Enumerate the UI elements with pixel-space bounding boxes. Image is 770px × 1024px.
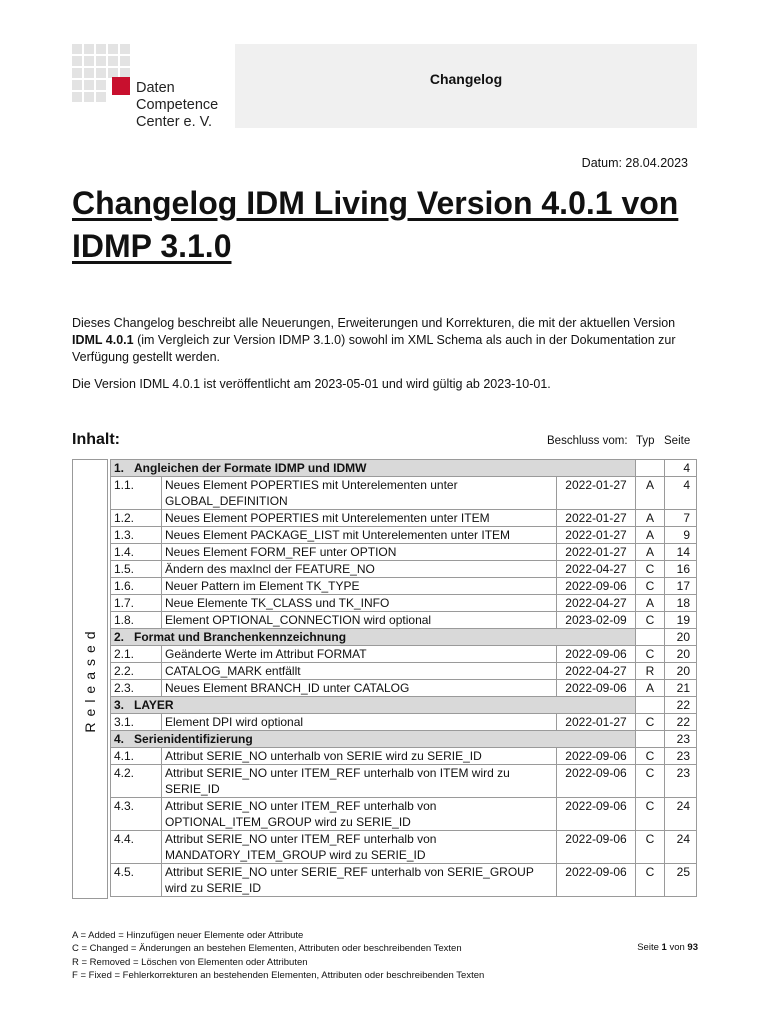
logo-grid-cell	[96, 92, 106, 102]
toc-entry-date: 2023-02-09	[557, 612, 636, 629]
toc-entry-number: 1.1.	[111, 477, 162, 510]
toc-entry-title: Neuer Pattern im Element TK_TYPE	[162, 578, 557, 595]
toc-page: 24	[665, 798, 697, 831]
toc-entry-date: 2022-04-27	[557, 663, 636, 680]
logo-grid-cell	[72, 92, 82, 102]
toc-page: 16	[665, 561, 697, 578]
toc-page: 4	[665, 477, 697, 510]
toc-entry-number: 4.1.	[111, 748, 162, 765]
logo-grid-cell	[120, 56, 130, 66]
toc-entry-number: 2.2.	[111, 663, 162, 680]
toc-entry-number: 3.1.	[111, 714, 162, 731]
toc-page: 21	[665, 680, 697, 697]
logo-grid-cell	[96, 44, 106, 54]
logo-grid-cell	[72, 56, 82, 66]
logo-grid-cell	[84, 56, 94, 66]
toc-entry-title: Neue Elemente TK_CLASS und TK_INFO	[162, 595, 557, 612]
toc-table	[110, 459, 697, 897]
toc-entry-number: 4.5.	[111, 864, 162, 897]
toc-entry-date: 2022-09-06	[557, 864, 636, 897]
toc-entry-date: 2022-09-06	[557, 578, 636, 595]
toc-page: 23	[665, 765, 697, 798]
toc-entry-title: Neues Element POPERTIES mit Unterelementen unter GLOBAL_DEFINITION	[162, 477, 557, 510]
page-sep: von	[666, 942, 688, 953]
toc-entry-row[interactable]	[111, 748, 697, 765]
toc-entry-number: 4.4.	[111, 831, 162, 864]
toc-entry-row[interactable]	[111, 765, 697, 798]
toc-entry-date: 2022-04-27	[557, 595, 636, 612]
toc-entry-title: Attribut SERIE_NO unter ITEM_REF unterhalb von MANDATORY_ITEM_GROUP wird zu SERIE_ID	[162, 831, 557, 864]
toc-col-page: Seite	[664, 435, 691, 447]
logo-grid-cell	[84, 44, 94, 54]
logo-grid-cell	[96, 68, 106, 78]
toc-page: 19	[665, 612, 697, 629]
logo-line-1: Daten	[136, 80, 175, 96]
toc-entry-type: C	[636, 646, 665, 663]
toc-entry-row[interactable]	[111, 561, 697, 578]
toc-entry-number: 1.6.	[111, 578, 162, 595]
toc-entry-date: 2022-01-27	[557, 510, 636, 527]
toc-entry-row[interactable]	[111, 544, 697, 561]
toc-entry-date: 2022-09-06	[557, 831, 636, 864]
page-total: 93	[687, 942, 698, 953]
logo-red-square	[112, 77, 130, 95]
toc-page: 25	[665, 864, 697, 897]
toc-entry-type: C	[636, 578, 665, 595]
toc-entry-title: Attribut SERIE_NO unter ITEM_REF unterhalb von OPTIONAL_ITEM_GROUP wird zu SERIE_ID	[162, 798, 557, 831]
logo-grid-cell	[96, 80, 106, 90]
toc-entry-date: 2022-01-27	[557, 477, 636, 510]
toc-entry-number: 4.2.	[111, 765, 162, 798]
toc-entry-date: 2022-09-06	[557, 765, 636, 798]
document-date: Datum: 28.04.2023	[581, 156, 688, 170]
toc-page: 22	[665, 714, 697, 731]
logo-grid-cell	[84, 80, 94, 90]
toc-entry-date: 2022-09-06	[557, 680, 636, 697]
toc-entry-row[interactable]	[111, 714, 697, 731]
toc-entry-type: A	[636, 477, 665, 510]
logo-grid-cell	[84, 92, 94, 102]
toc-entry-title: Neues Element BRANCH_ID unter CATALOG	[162, 680, 557, 697]
toc-section-title: 2. Format und Branchenkennzeichnung	[111, 629, 636, 646]
toc-entry-type: C	[636, 561, 665, 578]
toc-section-row[interactable]	[111, 460, 697, 477]
toc-type-cell	[636, 731, 665, 748]
document-title: Changelog IDM Living Version 4.0.1 von IDMP 3.1.0	[72, 185, 679, 264]
toc-entry-date: 2022-04-27	[557, 561, 636, 578]
logo-text	[136, 80, 218, 131]
toc-entry-title: CATALOG_MARK entfällt	[162, 663, 557, 680]
logo-grid-cell	[120, 44, 130, 54]
toc-page: 9	[665, 527, 697, 544]
toc-entry-type: C	[636, 864, 665, 897]
toc-entry-date: 2022-09-06	[557, 798, 636, 831]
toc-entry-title: Neues Element POPERTIES mit Unterelementen unter ITEM	[162, 510, 557, 527]
toc-entry-number: 1.7.	[111, 595, 162, 612]
toc-page: 14	[665, 544, 697, 561]
status-label: Released	[82, 625, 98, 733]
company-logo	[72, 44, 232, 132]
toc-entry-date: 2022-01-27	[557, 714, 636, 731]
toc-entry-title: Ändern des maxIncl der FEATURE_NO	[162, 561, 557, 578]
logo-grid-cell	[72, 68, 82, 78]
toc-entry-type: A	[636, 544, 665, 561]
toc-col-date: Beschluss vom:	[547, 435, 628, 447]
toc-entry-title: Geänderte Werte im Attribut FORMAT	[162, 646, 557, 663]
type-legend	[72, 929, 484, 983]
toc-entry-number: 1.8.	[111, 612, 162, 629]
toc-heading: Inhalt:	[72, 431, 120, 448]
toc-entry-row[interactable]	[111, 798, 697, 831]
toc-entry-number: 1.5.	[111, 561, 162, 578]
release-paragraph: Die Version IDML 4.0.1 ist veröffentlicht am 2023-05-01 und wird gültig ab 2023-10-01.	[72, 377, 551, 391]
toc-page: 20	[665, 663, 697, 680]
intro-paragraph	[72, 315, 682, 366]
logo-line-2: Competence	[136, 97, 219, 113]
toc-entry-title: Attribut SERIE_NO unter SERIE_REF unterhalb von SERIE_GROUP wird zu SERIE_ID	[162, 864, 557, 897]
toc-page: 23	[665, 731, 697, 748]
logo-line-3: Center e. V.	[136, 114, 213, 130]
toc-entry-row[interactable]	[111, 864, 697, 897]
toc-entry-date: 2022-09-06	[557, 748, 636, 765]
toc-page: 22	[665, 697, 697, 714]
toc-section-title: 4. Serienidentifizierung	[111, 731, 636, 748]
toc-entry-number: 1.2.	[111, 510, 162, 527]
logo-grid-icon	[72, 44, 132, 106]
toc-entry-date: 2022-01-27	[557, 527, 636, 544]
toc-entry-row[interactable]	[111, 510, 697, 527]
logo-grid-cell	[72, 44, 82, 54]
legend-changed: C = Changed = Änderungen an bestehen Elementen, Attributen oder beschreibenden Texten	[72, 943, 462, 955]
toc-section-title: 1. Angleichen der Formate IDMP und IDMW	[111, 460, 636, 477]
toc-entry-type: C	[636, 714, 665, 731]
toc-entry-type: C	[636, 798, 665, 831]
toc-entry-number: 2.1.	[111, 646, 162, 663]
toc-entry-title: Element DPI wird optional	[162, 714, 557, 731]
toc-entry-row[interactable]	[111, 646, 697, 663]
toc-entry-type: A	[636, 680, 665, 697]
toc-entry-date: 2022-09-06	[557, 646, 636, 663]
toc-entry-number: 1.3.	[111, 527, 162, 544]
toc-entry-title: Neues Element FORM_REF unter OPTION	[162, 544, 557, 561]
legend-added: A = Added = Hinzufügen neuer Elemente oder Attribute	[72, 930, 304, 941]
logo-grid-cell	[84, 68, 94, 78]
logo-grid-cell	[96, 56, 106, 66]
toc-entry-type: C	[636, 612, 665, 629]
toc-entry-row[interactable]	[111, 831, 697, 864]
toc-type-cell	[636, 629, 665, 646]
logo-grid-cell	[108, 56, 118, 66]
toc-page: 18	[665, 595, 697, 612]
logo-grid-cell	[108, 44, 118, 54]
toc-entry-number: 1.4.	[111, 544, 162, 561]
toc-page: 20	[665, 629, 697, 646]
toc-page: 17	[665, 578, 697, 595]
logo-grid-cell	[72, 80, 82, 90]
toc-entry-title: Neues Element PACKAGE_LIST mit Unterelementen unter ITEM	[162, 527, 557, 544]
toc-page: 7	[665, 510, 697, 527]
toc-entry-row[interactable]	[111, 477, 697, 510]
legend-fixed: F = Fixed = Fehlerkorrekturen an bestehenden Elementen, Attributen oder beschreibenden Texten	[72, 970, 485, 982]
toc-entry-type: R	[636, 663, 665, 680]
toc-type-cell	[636, 460, 665, 477]
toc-entry-number: 2.3.	[111, 680, 162, 697]
toc-entry-row[interactable]	[111, 680, 697, 697]
toc-entry-title: Attribut SERIE_NO unterhalb von SERIE wird zu SERIE_ID	[162, 748, 557, 765]
toc-section-row[interactable]	[111, 697, 697, 714]
toc-entry-row[interactable]	[111, 612, 697, 629]
toc-entry-type: A	[636, 510, 665, 527]
toc-entry-type: A	[636, 527, 665, 544]
intro-text-a: Dieses Changelog beschreibt alle Neuerungen, Erweiterungen und Korrekturen, die mit der aktuellen Version	[72, 316, 676, 330]
toc-entry-row[interactable]	[111, 595, 697, 612]
toc-entry-number: 4.3.	[111, 798, 162, 831]
toc-entry-date: 2022-01-27	[557, 544, 636, 561]
toc-entry-title: Attribut SERIE_NO unter ITEM_REF unterhalb von ITEM wird zu SERIE_ID	[162, 765, 557, 798]
toc-page: 4	[665, 460, 697, 477]
toc-type-cell	[636, 697, 665, 714]
intro-version-bold: IDML 4.0.1	[72, 333, 134, 347]
intro-text-b: (im Vergleich zur Version IDMP 3.1.0) sowohl im XML Schema als auch in der Dokumentation zur Verfügung gestellt werden.	[72, 333, 676, 364]
toc-col-type: Typ	[636, 435, 655, 447]
status-badge	[72, 459, 108, 899]
header-title: Changelog	[429, 71, 503, 87]
toc-entry-type: C	[636, 765, 665, 798]
toc-section-title: 3. LAYER	[111, 697, 636, 714]
page-number	[637, 942, 698, 953]
toc-page: 23	[665, 748, 697, 765]
toc-entry-row[interactable]	[111, 663, 697, 680]
header-box	[235, 44, 697, 128]
toc-section-row[interactable]	[111, 731, 697, 748]
legend-removed: R = Removed = Löschen von Elementen oder Attributen	[72, 956, 308, 968]
toc-entry-title: Element OPTIONAL_CONNECTION wird optional	[162, 612, 557, 629]
toc-page: 20	[665, 646, 697, 663]
toc-section-row[interactable]	[111, 629, 697, 646]
toc-entry-type: C	[636, 748, 665, 765]
toc-entry-type: C	[636, 831, 665, 864]
toc-entry-type: A	[636, 595, 665, 612]
toc-entry-row[interactable]	[111, 527, 697, 544]
toc-page: 24	[665, 831, 697, 864]
toc-entry-row[interactable]	[111, 578, 697, 595]
page-prefix: Seite	[637, 942, 662, 953]
page-current: 1	[661, 942, 667, 953]
